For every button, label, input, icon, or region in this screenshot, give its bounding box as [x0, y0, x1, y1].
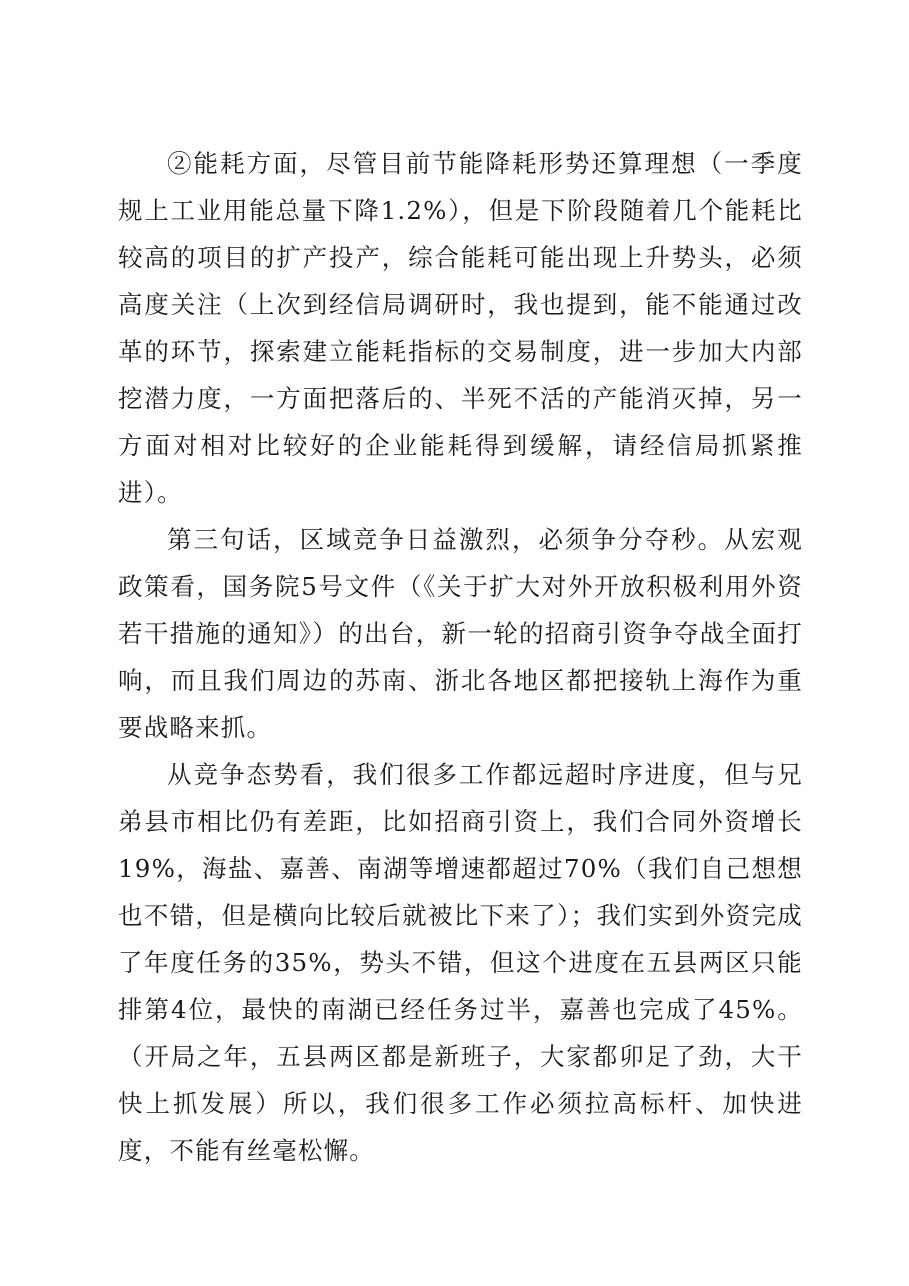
- document-body: [118, 140, 803, 1174]
- paragraph-energy-consumption: ②能耗方面，尽管目前节能降耗形势还算理想（一季度规上工业用能总量下降1.2%），但是下阶段随着几个能耗比较高的项目的扩产投产，综合能耗可能出现上升势头，必须高度关注（上次到经信局调研时，我也提到，能不能通过改革的环节，探索建立能耗指标的交易制度，进一步加大内部挖潜力度，一方面把落后的、半死不活的产能消灭掉，另一方面对相对比较好的企业能耗得到缓解，请经信局抓紧推进）。: [118, 149, 803, 507]
- paragraph-competitive-situation: 从竞争态势看，我们很多工作都远超时序进度，但与兄弟县市相比仍有差距，比如招商引资上，我们合同外资增长19%，海盐、嘉善、南湖等增速都超过70%（我们自己想想也不错，但是横向比较后就被比下来了）；我们实到外资完成了年度任务的35%，势头不错，但这个进度在五县两区只能排第4位，最快的南湖已经任务过半，嘉善也完成了45%。（开局之年，五县两区都是新班子，大家都卯足了劲，大干快上抓发展）所以，我们很多工作必须拉高标杆、加快进度，不能有丝毫松懈。: [118, 760, 803, 1165]
- paragraph-regional-competition: 第三句话，区域竞争日益激烈，必须争分夺秒。从宏观政策看，国务院5号文件（《关于扩大对外开放积极利用外资若干措施的通知》）的出台，新一轮的招商引资争夺战全面打响，而且我们周边的苏南、浙北各地区都把接轨上海作为重要战略来抓。: [118, 525, 803, 742]
